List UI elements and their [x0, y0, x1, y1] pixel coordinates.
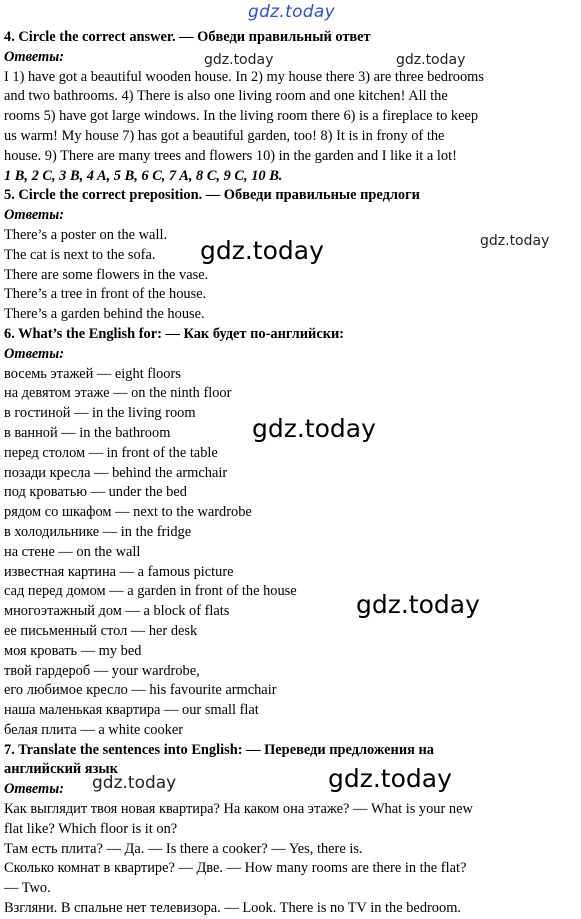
watermark-small: gdz.today: [204, 52, 274, 68]
text-line: Сколько комнат в квартире? — Две. — How many rooms are there in the flat?: [4, 860, 467, 877]
vocab-line: в ванной — in the bathroom: [4, 424, 171, 441]
vocab-line: его любимое кресло — his favourite armchair: [4, 682, 277, 699]
answers-label: Ответы:: [4, 48, 65, 65]
vocab-line: известная картина — a famous picture: [4, 563, 234, 580]
vocab-line: многоэтажный дом — a block of flats: [4, 603, 230, 620]
section-5-heading: 5. Circle the correct preposition. — Обведи правильные предлоги: [4, 187, 420, 204]
watermark-small: gdz.today: [480, 233, 550, 249]
text-line: — Two.: [4, 880, 51, 897]
watermark-large: gdz.today: [252, 414, 376, 443]
text-line: There’s a poster on the wall.: [4, 226, 168, 243]
vocab-line: белая плита — a white cooker: [4, 721, 184, 738]
vocab-line: сад перед домом — a garden in front of the house: [4, 583, 297, 600]
answers-label: Ответы:: [4, 207, 65, 224]
vocab-line: ее письменный стол — her desk: [4, 622, 198, 639]
text-line: house. 9) There are many trees and flowers 10) in the garden and I like it a lot!: [4, 147, 457, 164]
watermark-large: gdz.today: [328, 764, 452, 793]
watermark-large: gdz.today: [200, 236, 324, 265]
section-6-heading: 6. What’s the English for: — Как будет по-английски:: [4, 325, 345, 342]
text-line: Там есть плита? — Да. — Is there a cooker? — Yes, there is.: [4, 840, 363, 857]
vocab-line: моя кровать — my bed: [4, 642, 142, 659]
text-line: Как выглядит твоя новая квартира? На каком она этаже? — What is your new: [4, 801, 473, 818]
text-line: flat like? Which floor is it on?: [4, 820, 178, 837]
text-line: Взгляни. В спальне нет телевизора. — Look. There is no TV in the bedroom.: [4, 900, 461, 917]
text-line: and two bathrooms. 4) There is also one living room and one kitchen! All the: [4, 88, 448, 105]
vocab-line: твой гардероб — your wardrobe,: [4, 662, 200, 679]
watermark-small: gdz.today: [396, 52, 466, 68]
vocab-line: на стене — on the wall: [4, 543, 141, 560]
vocab-line: под кроватью — under the bed: [4, 484, 187, 501]
watermark-large: gdz.today: [356, 590, 480, 619]
section-7-heading-cont: английский язык: [4, 761, 118, 778]
vocab-line: в гостиной — in the living room: [4, 405, 196, 422]
vocab-line: позади кресла — behind the armchair: [4, 464, 228, 481]
answers-label: Ответы:: [4, 345, 65, 362]
vocab-line: восемь этажей — eight floors: [4, 365, 181, 382]
vocab-line: рядом со шкафом — next to the wardrobe: [4, 504, 252, 521]
section-7-heading: 7. Translate the sentences into English: — Переведи предложения на: [4, 741, 434, 758]
text-line: There’s a garden behind the house.: [4, 306, 205, 323]
text-line: There’s a tree in front of the house.: [4, 286, 207, 303]
vocab-line: перед столом — in front of the table: [4, 444, 218, 461]
vocab-line: наша маленькая квартира — our small flat: [4, 702, 259, 719]
vocab-line: на девятом этаже — on the ninth floor: [4, 385, 232, 402]
answers-label: Ответы:: [4, 781, 65, 798]
vocab-line: в холодильнике — in the fridge: [4, 523, 192, 540]
document-page: [4, 28, 578, 919]
text-line: The cat is next to the sofa.: [4, 246, 156, 263]
watermark-top: gdz.today: [248, 2, 335, 22]
text-line: rooms 5) have got large windows. In the living room there 6) is a fireplace to keep: [4, 108, 479, 125]
text-line: I 1) have got a beautiful wooden house. In 2) my house there 3) are three bedrooms: [4, 68, 484, 85]
text-line: There are some flowers in the vase.: [4, 266, 209, 283]
text-line: us warm! My house 7) has got a beautiful garden, too! 8) It is in frony of the: [4, 127, 445, 144]
section-4-heading: 4. Circle the correct answer. — Обведи правильный ответ: [4, 29, 371, 45]
answer-key: 1 B, 2 C, 3 B, 4 A, 5 B, 6 C, 7 A, 8 C, 9 C, 10 B.: [4, 167, 283, 184]
watermark-small: gdz.today: [92, 773, 177, 793]
